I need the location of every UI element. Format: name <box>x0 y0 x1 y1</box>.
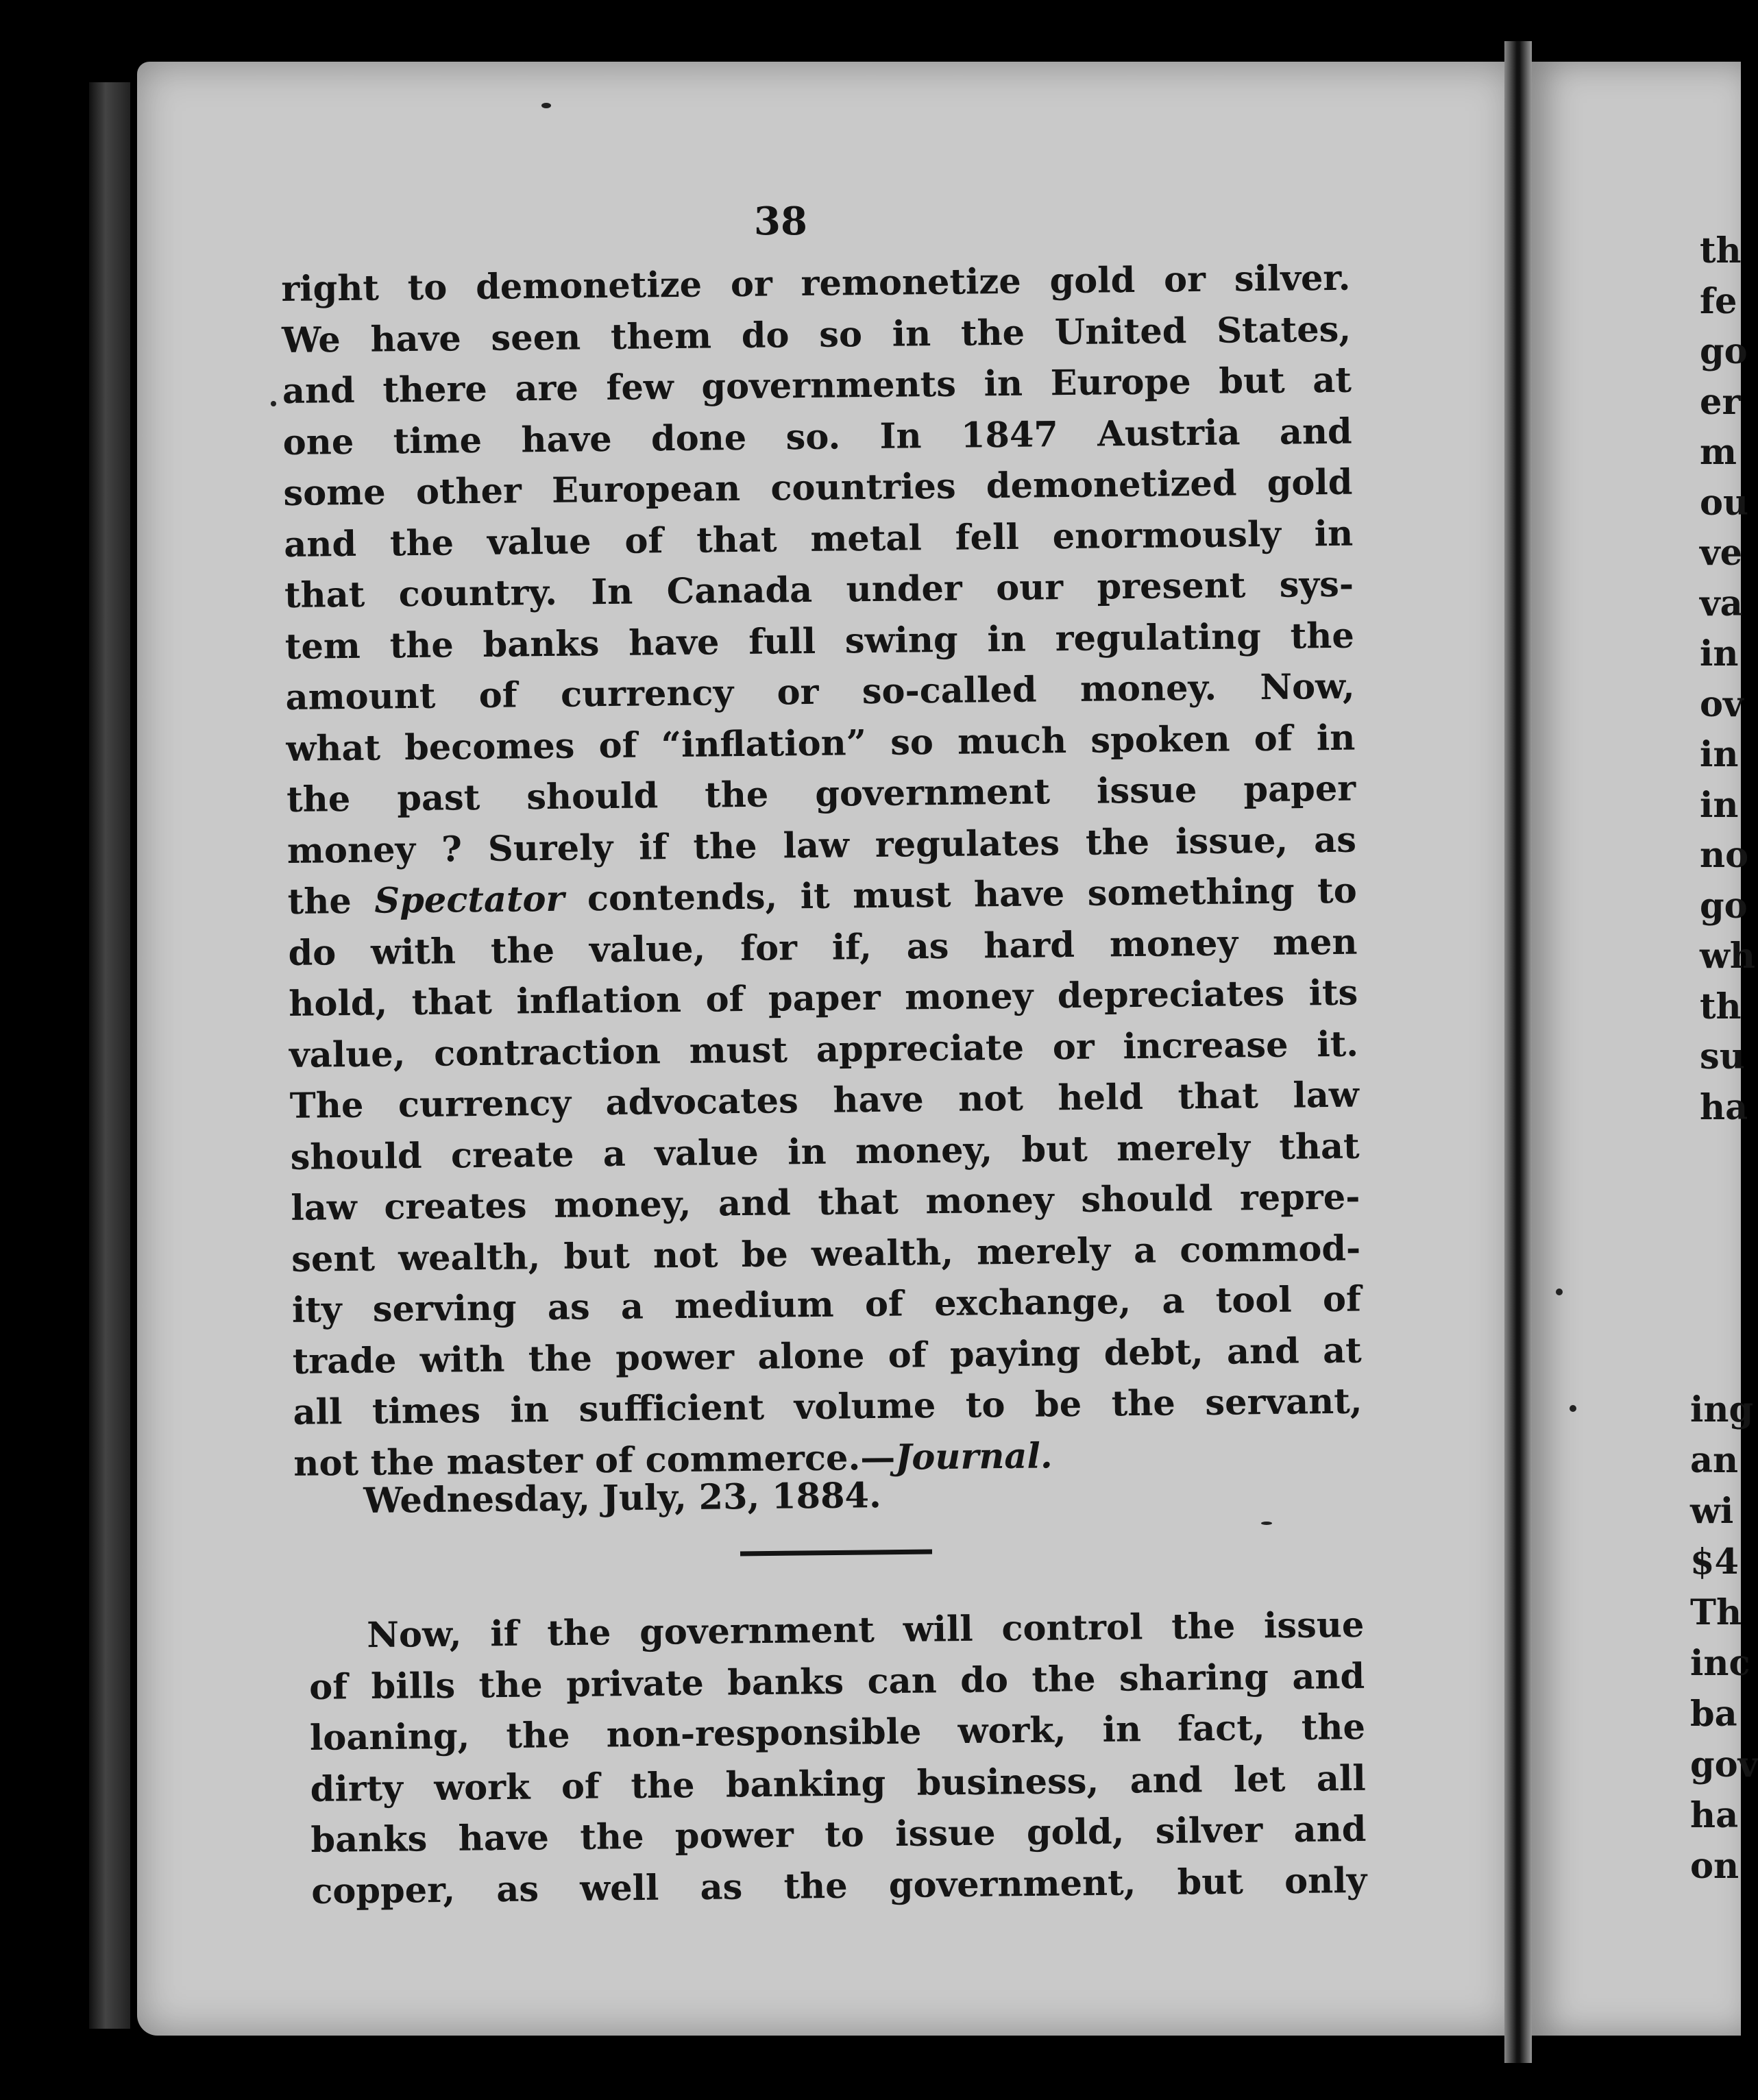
paragraph-line: of bills the private banks can do the sharing and <box>308 1655 1365 1708</box>
fragment: Th <box>1690 1592 1742 1633</box>
page-number: 38 <box>754 199 807 244</box>
closing-text: not the master of commerce.— <box>293 1437 896 1485</box>
fragment: ou <box>1700 482 1749 524</box>
fragment: ha <box>1700 1086 1748 1128</box>
journal-source: Journal. <box>894 1434 1053 1478</box>
facing-page-bottom-fragments <box>1690 1384 1758 1892</box>
fragment: an <box>1690 1440 1739 1481</box>
book-gutter <box>1504 41 1532 2063</box>
article-line: law creates money, and that money should repre- <box>291 1176 1360 1229</box>
fragment: in <box>1700 633 1739 674</box>
article-line: one time have done so. In 1847 Austria and <box>282 411 1352 463</box>
fragment: no <box>1700 835 1749 876</box>
article-line: trade with the power alone of paying debt, and at <box>292 1330 1362 1382</box>
article-line: We have seen them do so in the United States, <box>281 308 1352 361</box>
paragraph-line: banks have the power to issue gold, silver and <box>310 1808 1367 1861</box>
fragment: go <box>1700 885 1748 927</box>
article-line: amount of currency or so-called money. Now, <box>285 666 1355 718</box>
article-line: money ? Surely if the law regulates the issue, as <box>286 819 1357 872</box>
fragment: wh <box>1700 936 1755 977</box>
fragment: va <box>1700 583 1743 624</box>
fragment: su <box>1700 1036 1745 1077</box>
article-body <box>281 253 1363 1489</box>
fragment: th <box>1700 986 1742 1027</box>
facing-page-top-fragments <box>1700 226 1755 1133</box>
fragment: ve <box>1700 533 1743 574</box>
paragraph-line: dirty work of the banking business, and let all <box>310 1757 1366 1810</box>
article-line: sent wealth, but not be wealth, merely a commod- <box>291 1228 1361 1280</box>
spectator-prefix: the <box>287 880 352 923</box>
fragment: ing <box>1690 1389 1754 1430</box>
fragment: ov <box>1700 683 1744 725</box>
fragment: th <box>1700 230 1742 271</box>
article-line: and the value of that metal fell enormously in <box>283 513 1354 565</box>
fragment: ha <box>1690 1795 1739 1836</box>
paragraph-line: Now, if the government will control the issue <box>367 1604 1365 1657</box>
page-stack-edge <box>89 82 130 2029</box>
ink-speck <box>271 401 276 406</box>
paragraph-line: copper, as well as the government, but only <box>310 1859 1367 1912</box>
fragment: m <box>1700 432 1737 473</box>
article-line: what becomes of “inflation” so much spoken of in <box>286 717 1356 770</box>
fragment: ba <box>1690 1694 1737 1735</box>
fragment: go <box>1700 331 1748 372</box>
fragment: inc <box>1690 1643 1750 1684</box>
ink-speck <box>541 103 551 108</box>
fragment: in <box>1700 784 1739 826</box>
fragment: on <box>1690 1846 1739 1887</box>
second-paragraph <box>308 1600 1367 1917</box>
article-line: The currency advocates have not held that law <box>289 1074 1360 1127</box>
spectator-rest: contends, it must have something to <box>587 870 1357 920</box>
fragment: er <box>1700 381 1741 423</box>
article-line: all times in sufficient volume to be the servant, <box>293 1380 1363 1433</box>
dateline: Wednesday, July, 23, 1884. <box>363 1475 882 1522</box>
fragment: $4 <box>1690 1541 1739 1583</box>
article-line: and there are few governments in Europe but at <box>282 359 1352 412</box>
ink-speck <box>1261 1522 1272 1525</box>
fragment: wi <box>1690 1491 1734 1532</box>
article-line: do with the value, for if, as hard money men <box>288 921 1358 974</box>
article-line: tem the banks have full swing in regulating the <box>284 615 1355 668</box>
article-line: hold, that inflation of paper money depreciates its <box>288 972 1358 1025</box>
article-line: the past should the government issue paper <box>286 768 1356 820</box>
paragraph-line: loaning, the non-responsible work, in fact, the <box>309 1706 1366 1759</box>
ink-speck <box>1556 1289 1563 1295</box>
article-line: that country. In Canada under our present sys- <box>284 563 1354 616</box>
article-line: some other European countries demonetized gold <box>283 461 1353 514</box>
ink-speck <box>1570 1405 1576 1412</box>
fragment: gov <box>1690 1744 1758 1785</box>
fragment: in <box>1700 734 1739 775</box>
article-line: value, contraction must appreciate or increase it. <box>289 1023 1359 1076</box>
article-line: ity serving as a medium of exchange, a tool of <box>291 1278 1362 1331</box>
fragment: fe <box>1700 280 1737 322</box>
spectator-title: Spectator <box>374 878 565 922</box>
article-line: right to demonetize or remonetize gold or silver. <box>281 257 1351 310</box>
article-line: should create a value in money, but merely that <box>290 1125 1360 1178</box>
